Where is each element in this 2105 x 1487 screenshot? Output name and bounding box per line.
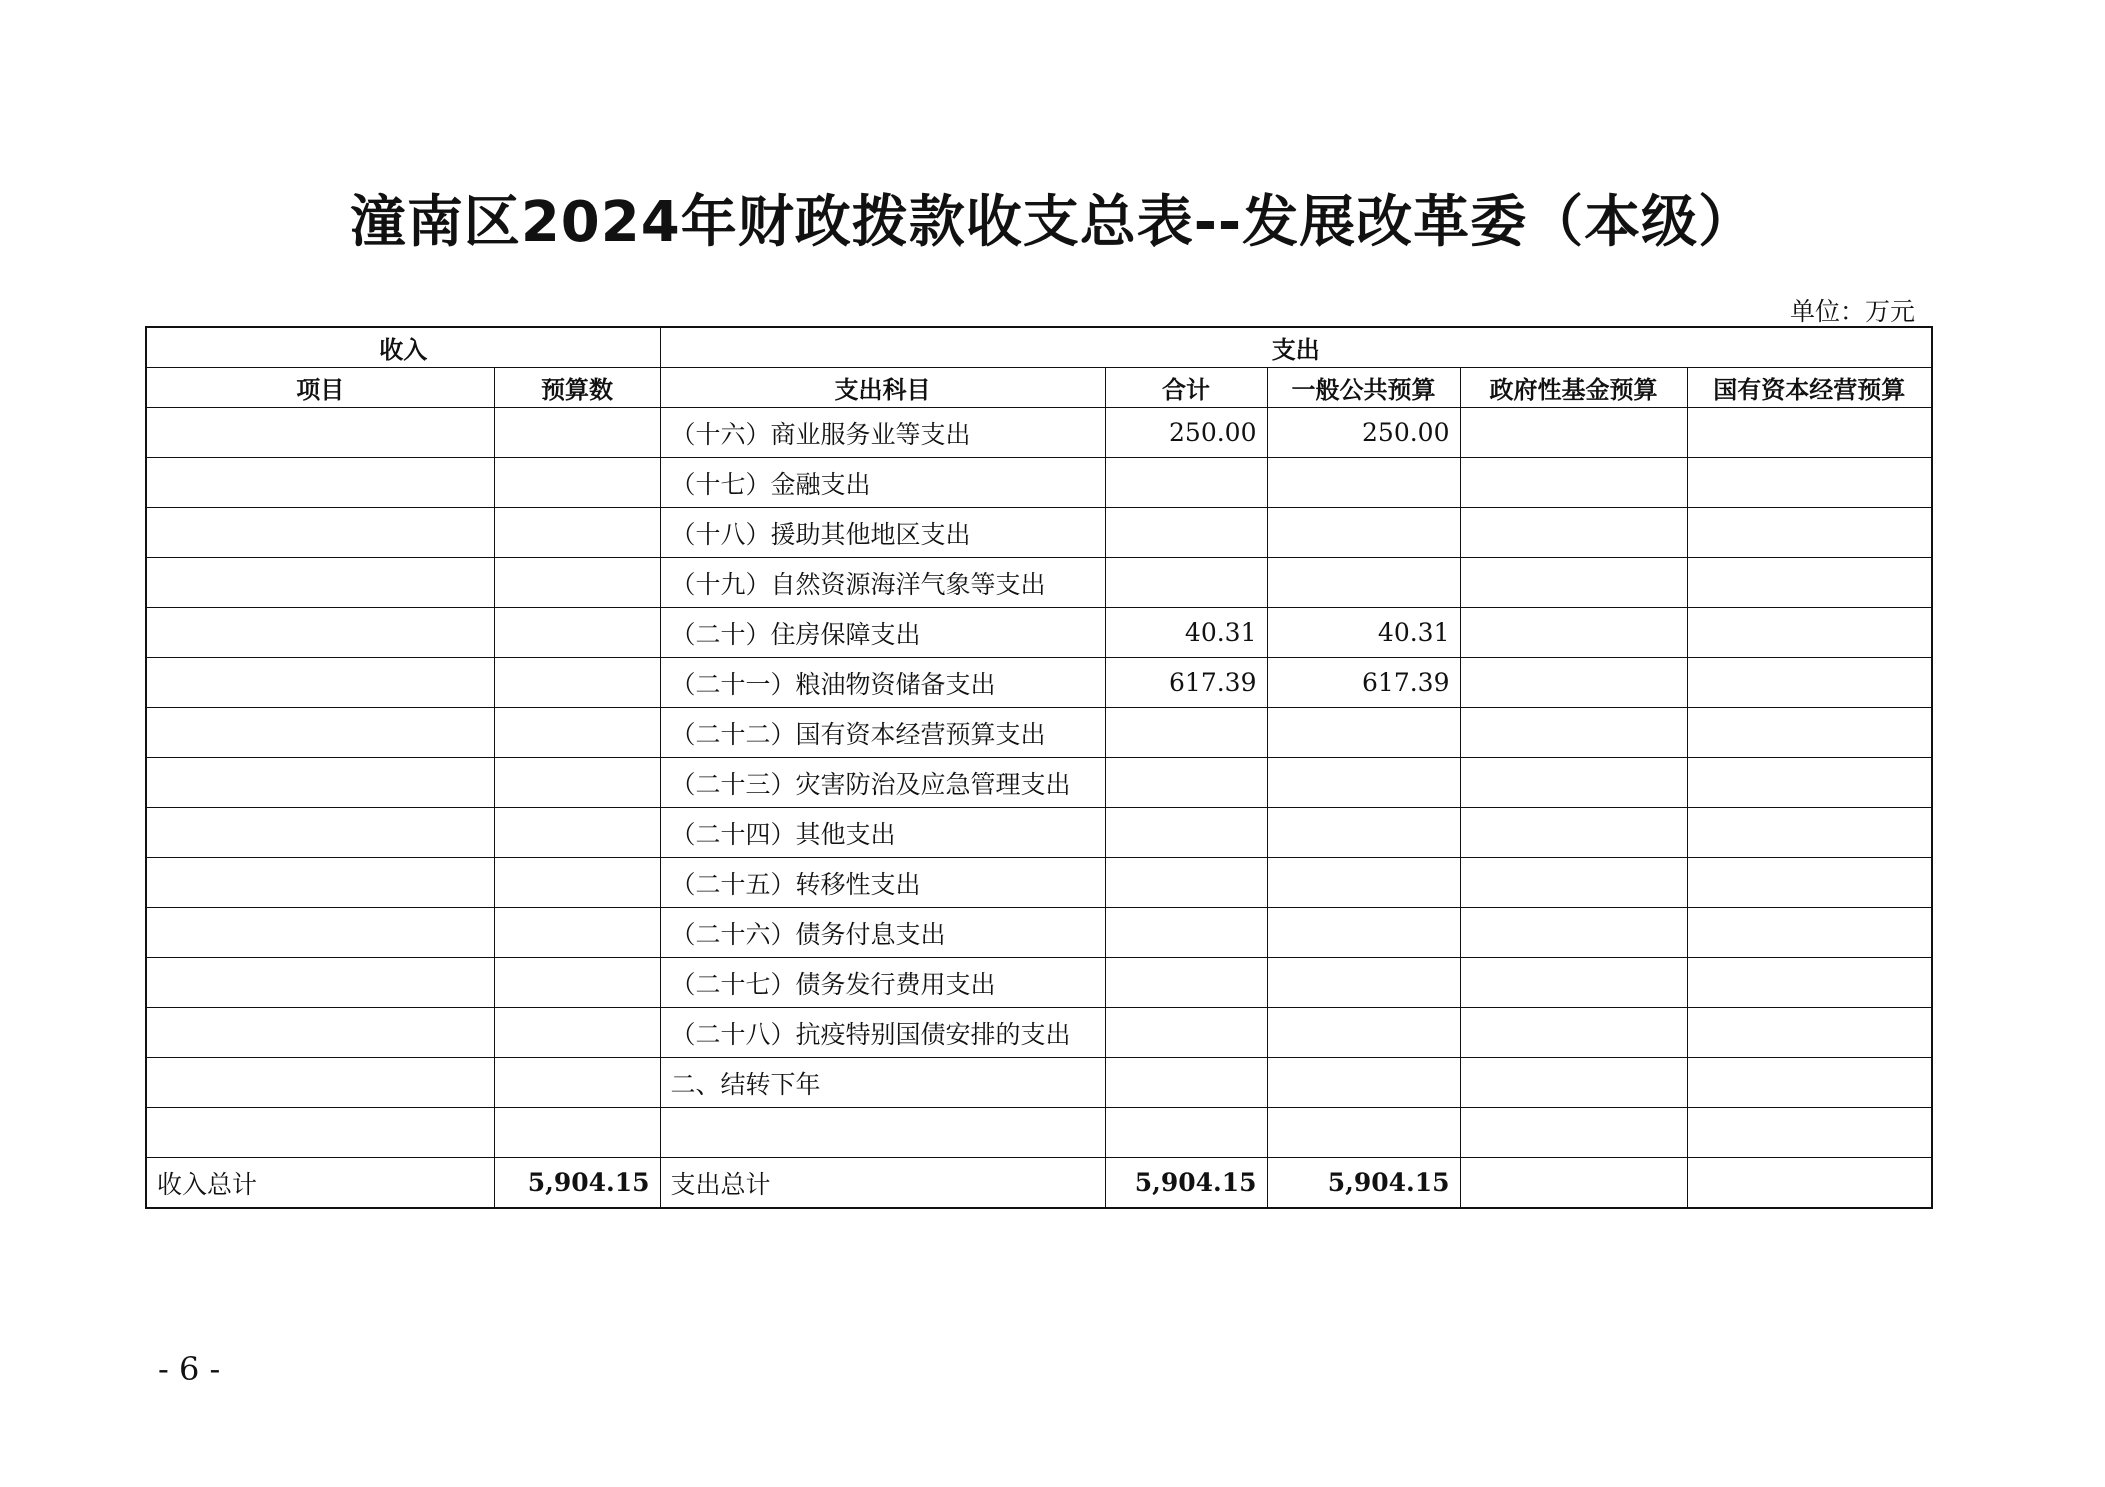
cell-general <box>1267 1008 1460 1058</box>
cell-fund <box>1460 508 1687 558</box>
cell-capital <box>1687 1108 1932 1158</box>
cell-general: 617.39 <box>1267 658 1460 708</box>
cell-general <box>1267 958 1460 1008</box>
cell-total <box>1105 1058 1267 1108</box>
cell-fund <box>1460 1108 1687 1158</box>
cell-budget <box>494 1008 660 1058</box>
cell-subject: （十六）商业服务业等支出 <box>660 408 1105 458</box>
cell-fund <box>1460 708 1687 758</box>
cell-budget <box>494 808 660 858</box>
cell-budget <box>494 508 660 558</box>
cell-item <box>146 1058 494 1108</box>
cell-item <box>146 708 494 758</box>
cell-total <box>1105 558 1267 608</box>
expense-capital-total <box>1687 1158 1932 1209</box>
cell-subject: （二十四）其他支出 <box>660 808 1105 858</box>
cell-budget <box>494 908 660 958</box>
cell-fund <box>1460 558 1687 608</box>
income-header: 收入 <box>146 327 660 368</box>
totals-row <box>146 1158 1932 1209</box>
cell-budget <box>494 758 660 808</box>
cell-total <box>1105 458 1267 508</box>
cell-general <box>1267 858 1460 908</box>
cell-item <box>146 408 494 458</box>
unit-label: 单位：万元 <box>1789 297 1915 326</box>
cell-fund <box>1460 458 1687 508</box>
page-number: - 6 - <box>158 1350 221 1388</box>
cell-subject: 二、结转下年 <box>660 1058 1105 1108</box>
column-header-general-budget: 一般公共预算 <box>1267 368 1460 408</box>
cell-capital <box>1687 408 1932 458</box>
table-row <box>146 1108 1932 1158</box>
table-row <box>146 908 1932 958</box>
cell-item <box>146 558 494 608</box>
cell-budget <box>494 408 660 458</box>
cell-item <box>146 1108 494 1158</box>
table-row <box>146 708 1932 758</box>
cell-general <box>1267 458 1460 508</box>
cell-fund <box>1460 658 1687 708</box>
budget-table <box>145 326 1933 1209</box>
cell-capital <box>1687 708 1932 758</box>
cell-general <box>1267 908 1460 958</box>
cell-item <box>146 658 494 708</box>
cell-subject: （二十八）抗疫特别国债安排的支出 <box>660 1008 1105 1058</box>
cell-fund <box>1460 408 1687 458</box>
expense-fund-total <box>1460 1158 1687 1209</box>
cell-capital <box>1687 658 1932 708</box>
cell-general <box>1267 1108 1460 1158</box>
table-row <box>146 758 1932 808</box>
cell-general <box>1267 758 1460 808</box>
cell-general <box>1267 808 1460 858</box>
cell-total <box>1105 958 1267 1008</box>
cell-item <box>146 958 494 1008</box>
cell-subject: （十九）自然资源海洋气象等支出 <box>660 558 1105 608</box>
cell-capital <box>1687 908 1932 958</box>
cell-budget <box>494 1108 660 1158</box>
cell-total <box>1105 758 1267 808</box>
cell-item <box>146 1008 494 1058</box>
cell-capital <box>1687 758 1932 808</box>
cell-item <box>146 508 494 558</box>
cell-item <box>146 858 494 908</box>
cell-subject: （十八）援助其他地区支出 <box>660 508 1105 558</box>
cell-item <box>146 608 494 658</box>
cell-total <box>1105 708 1267 758</box>
table-row <box>146 958 1932 1008</box>
table-row <box>146 508 1932 558</box>
cell-capital <box>1687 558 1932 608</box>
cell-subject: （二十一）粮油物资储备支出 <box>660 658 1105 708</box>
cell-general <box>1267 708 1460 758</box>
expense-header: 支出 <box>660 327 1932 368</box>
cell-item <box>146 458 494 508</box>
cell-total: 617.39 <box>1105 658 1267 708</box>
cell-general <box>1267 558 1460 608</box>
cell-total <box>1105 508 1267 558</box>
cell-item <box>146 808 494 858</box>
cell-subject <box>660 1108 1105 1158</box>
cell-subject: （二十五）转移性支出 <box>660 858 1105 908</box>
cell-capital <box>1687 508 1932 558</box>
cell-fund <box>1460 1058 1687 1108</box>
table-row <box>146 808 1932 858</box>
cell-budget <box>494 608 660 658</box>
cell-capital <box>1687 1058 1932 1108</box>
cell-capital <box>1687 608 1932 658</box>
table-row <box>146 1058 1932 1108</box>
cell-total <box>1105 858 1267 908</box>
cell-fund <box>1460 908 1687 958</box>
cell-general: 40.31 <box>1267 608 1460 658</box>
cell-budget <box>494 658 660 708</box>
cell-budget <box>494 558 660 608</box>
cell-total: 250.00 <box>1105 408 1267 458</box>
cell-budget <box>494 708 660 758</box>
column-header-subject: 支出科目 <box>660 368 1105 408</box>
cell-item <box>146 908 494 958</box>
group-header-row <box>146 327 1932 368</box>
column-header-budget: 预算数 <box>494 368 660 408</box>
cell-total: 40.31 <box>1105 608 1267 658</box>
table-row <box>146 658 1932 708</box>
cell-subject: （十七）金融支出 <box>660 458 1105 508</box>
cell-subject: （二十二）国有资本经营预算支出 <box>660 708 1105 758</box>
income-total-value: 5,904.15 <box>494 1158 660 1209</box>
page-title: 潼南区2024年财政拨款收支总表--发展改革委（本级） <box>349 190 1756 255</box>
cell-subject: （二十六）债务付息支出 <box>660 908 1105 958</box>
cell-capital <box>1687 858 1932 908</box>
cell-subject: （二十）住房保障支出 <box>660 608 1105 658</box>
expense-total-label: 支出总计 <box>660 1158 1105 1209</box>
table-row <box>146 858 1932 908</box>
table-row <box>146 1008 1932 1058</box>
table-row <box>146 608 1932 658</box>
cell-subject: （二十七）债务发行费用支出 <box>660 958 1105 1008</box>
cell-fund <box>1460 858 1687 908</box>
column-header-capital-budget: 国有资本经营预算 <box>1687 368 1932 408</box>
cell-total <box>1105 1008 1267 1058</box>
expense-total-value: 5,904.15 <box>1105 1158 1267 1209</box>
cell-budget <box>494 958 660 1008</box>
cell-fund <box>1460 1008 1687 1058</box>
cell-budget <box>494 1058 660 1108</box>
table-row <box>146 558 1932 608</box>
cell-capital <box>1687 458 1932 508</box>
cell-fund <box>1460 608 1687 658</box>
cell-fund <box>1460 758 1687 808</box>
cell-subject: （二十三）灾害防治及应急管理支出 <box>660 758 1105 808</box>
cell-total <box>1105 1108 1267 1158</box>
column-header-item: 项目 <box>146 368 494 408</box>
cell-total <box>1105 908 1267 958</box>
cell-capital <box>1687 808 1932 858</box>
expense-general-total: 5,904.15 <box>1267 1158 1460 1209</box>
cell-budget <box>494 458 660 508</box>
cell-general: 250.00 <box>1267 408 1460 458</box>
table-row <box>146 408 1932 458</box>
cell-item <box>146 758 494 808</box>
cell-fund <box>1460 958 1687 1008</box>
cell-general <box>1267 508 1460 558</box>
cell-capital <box>1687 958 1932 1008</box>
column-header-fund-budget: 政府性基金预算 <box>1460 368 1687 408</box>
cell-capital <box>1687 1008 1932 1058</box>
cell-fund <box>1460 808 1687 858</box>
cell-total <box>1105 808 1267 858</box>
column-header-total: 合计 <box>1105 368 1267 408</box>
cell-general <box>1267 1058 1460 1108</box>
table-row <box>146 458 1932 508</box>
cell-budget <box>494 858 660 908</box>
column-header-row <box>146 368 1932 408</box>
income-total-label: 收入总计 <box>146 1158 494 1209</box>
